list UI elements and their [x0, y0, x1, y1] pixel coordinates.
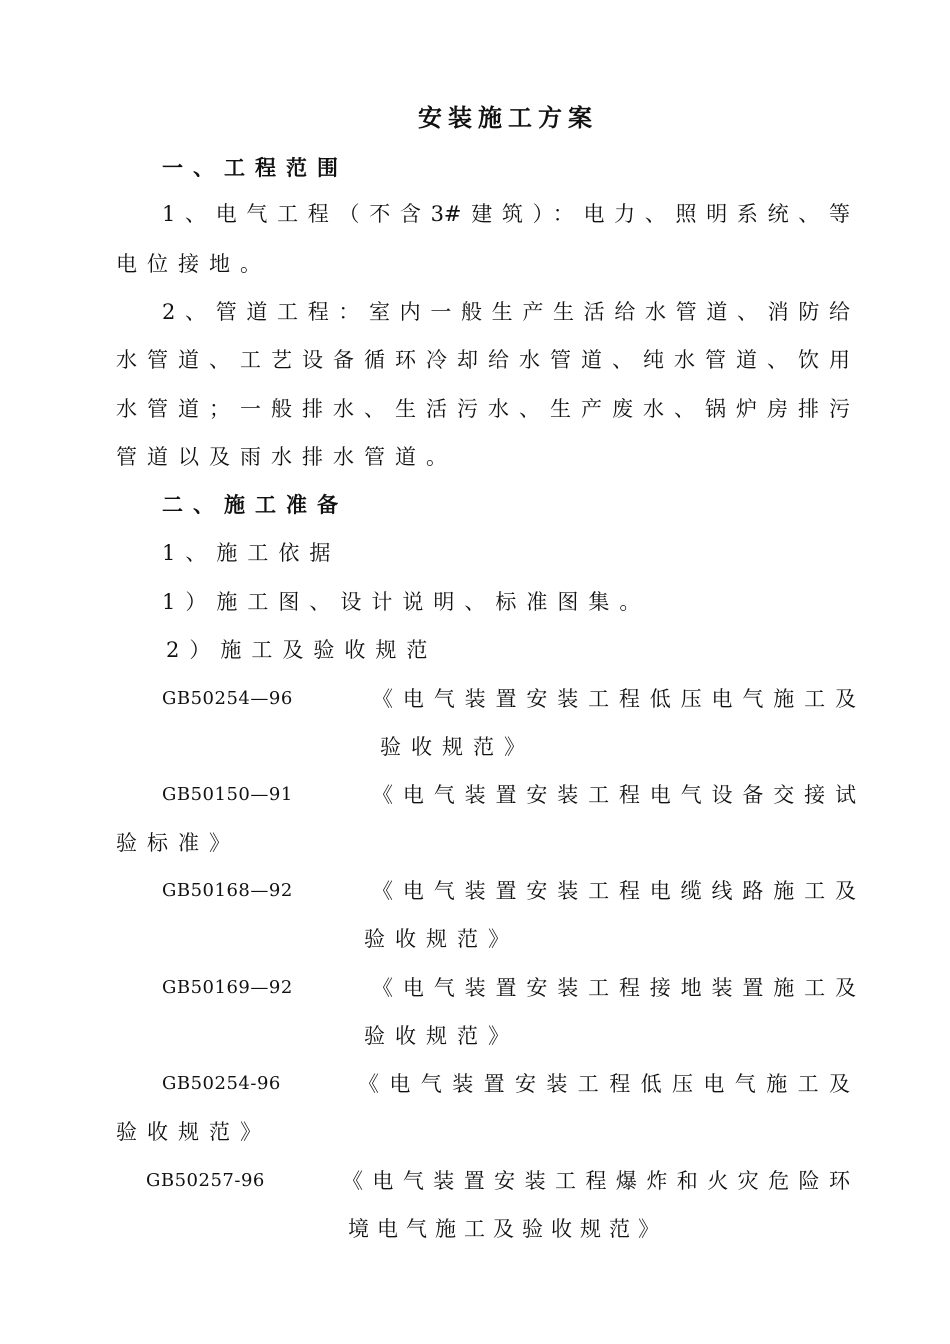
document-title: 安装施工方案 — [418, 103, 598, 132]
standard-title-line2: 验收规范》 — [364, 927, 519, 951]
standard-title-line1: 《电气装置安装工程爆炸和火灾危险环 — [342, 1169, 850, 1193]
paragraph-piping-line4: 管道以及雨水排水管道。 — [116, 445, 457, 469]
standard-title-line1: 《电气装置安装工程电缆线路施工及 — [372, 879, 856, 903]
section-heading-scope: 一、工程范围 — [162, 155, 348, 180]
standard-title-line2: 验收规范》 — [364, 1024, 519, 1048]
standard-title-line2: 验标准》 — [116, 831, 240, 855]
paragraph-piping-line2: 水管道、工艺设备循环冷却给水管道、纯水管道、饮用 — [116, 348, 850, 372]
subheading-construction-basis: 1、施工依据 — [162, 541, 341, 565]
standard-title-line2: 境电气施工及验收规范》 — [348, 1217, 667, 1241]
paragraph-electrical-line2: 电位接地。 — [116, 252, 271, 276]
list-item-specifications: 2）施工及验收规范 — [166, 638, 438, 662]
standard-code: GB50257-96 — [146, 1170, 265, 1191]
paragraph-piping-line1: 2、管道工程：室内一般生产生活给水管道、消防给 — [162, 300, 850, 324]
standard-title-line2: 验收规范》 — [116, 1120, 271, 1144]
section-heading-preparation: 二、施工准备 — [162, 492, 348, 517]
standard-code: GB50254—96 — [162, 688, 293, 709]
standard-code: GB50169—92 — [162, 977, 293, 998]
standard-title-line1: 《电气装置安装工程低压电气施工及 — [372, 687, 856, 711]
standard-title-line1: 《电气装置安装工程接地装置施工及 — [372, 976, 856, 1000]
standard-title-line1: 《电气装置安装工程低压电气施工及 — [358, 1072, 850, 1096]
standard-title-line1: 《电气装置安装工程电气设备交接试 — [372, 783, 856, 807]
standard-code: GB50150—91 — [162, 784, 293, 805]
paragraph-electrical-line1: 1、电气工程（不含3#建筑）：电力、照明系统、等 — [162, 202, 850, 226]
list-item-drawings: 1）施工图、设计说明、标准图集。 — [162, 590, 651, 614]
standard-code: GB50168—92 — [162, 880, 293, 901]
paragraph-piping-line3: 水管道；一般排水、生活污水、生产废水、锅炉房排污 — [116, 397, 850, 421]
standard-code: GB50254-96 — [162, 1073, 281, 1094]
standard-title-line2: 验收规范》 — [380, 735, 535, 759]
